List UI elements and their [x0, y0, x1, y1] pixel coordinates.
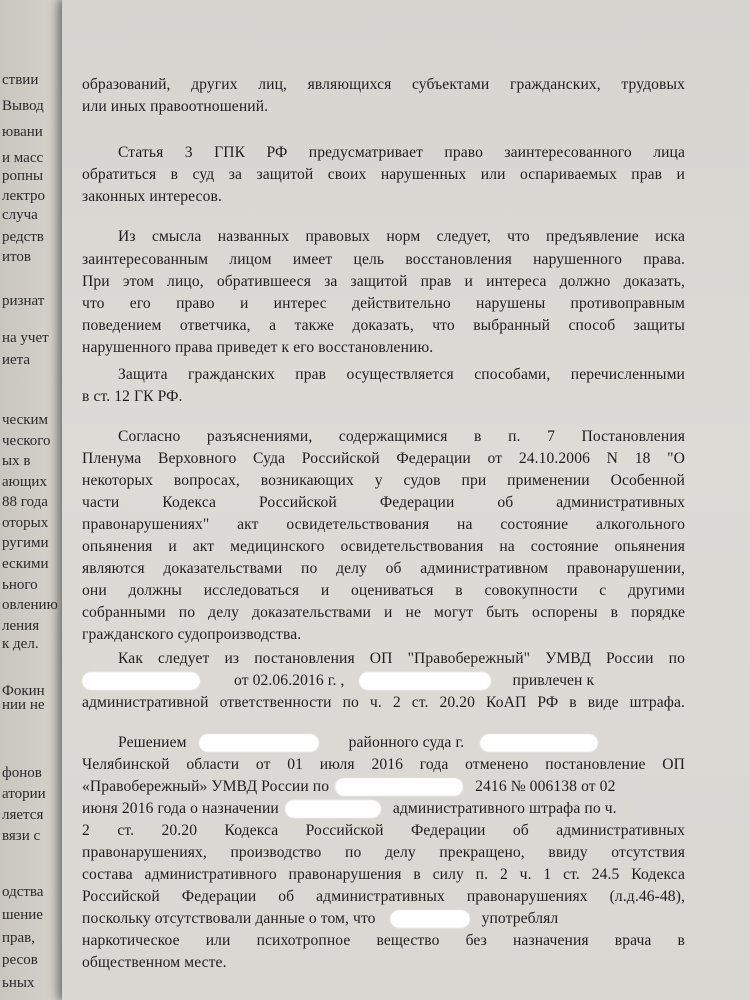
- text-line: опьянения и акт медицинского освидетельствования на состояние опьянения: [82, 538, 685, 555]
- redaction-mark: [285, 800, 381, 818]
- text-line: в ст. 12 ГК РФ.: [82, 388, 183, 405]
- redaction-mark: [82, 672, 200, 690]
- fragment-text: ых в: [2, 453, 31, 469]
- fragment-text: прав,: [2, 930, 36, 946]
- text-line: состава административного правонарушения в силу п. 2 ч. 1 ст. 24.5 Кодекса: [82, 866, 685, 883]
- text-line: Как следует из постановления ОП "Правобережный" УМВД России по: [118, 650, 685, 667]
- redaction-mark: [199, 734, 319, 752]
- text-line: правонарушениях, производство по делу прекращено, ввиду отсутствия: [82, 844, 685, 861]
- fragment-text: лектро: [2, 188, 45, 204]
- text-fragment: употреблял: [481, 910, 559, 927]
- text-fragment: Решением: [118, 734, 187, 751]
- fragment-text: редств: [2, 229, 44, 245]
- fragment-text: вязи с: [2, 828, 41, 844]
- fragment-text: фонов: [2, 765, 42, 781]
- text-line: нарушенного права приведет к его восстановлению.: [82, 339, 434, 356]
- fragment-text: оторых: [2, 515, 49, 531]
- text-line: гражданского судопроизводства.: [82, 626, 302, 643]
- text-line: При этом лицо, обратившееся за защитой прав и интереса должно доказать,: [82, 273, 685, 290]
- fragment-text: шение: [2, 907, 43, 923]
- text-fragment: 2416 № 006138 от 02: [475, 778, 616, 795]
- fragment-text: к дел.: [2, 636, 39, 652]
- text-line: образований, других лиц, являющихся субъектами гражданских, трудовых: [82, 76, 685, 93]
- redaction-mark: [390, 910, 470, 928]
- fragment-text: иета: [2, 352, 31, 368]
- text-line: [118, 734, 598, 752]
- fragment-text: одства: [2, 884, 44, 900]
- text-line: они должны исследоваться и оцениваться в совокупности с другими: [82, 582, 685, 599]
- text-fragment: административного штрафа по ч.: [392, 800, 617, 817]
- text-line: что его право и интерес действительно нарушены противоправным: [82, 295, 685, 312]
- text-fragment: привлечен к: [512, 672, 595, 689]
- text-line: Статья 3 ГПК РФ предусматривает право заинтересованного лица: [118, 144, 685, 161]
- text-fragment: от 02.06.2016 г. ,: [234, 672, 345, 689]
- fragment-text: 88 года: [2, 494, 48, 510]
- fragment-text: ьного: [2, 577, 38, 593]
- text-line: Челябинской области от 01 июля 2016 года отменено постановление ОП: [82, 756, 685, 773]
- fragment-text: на учет: [2, 330, 49, 346]
- fragment-text: ческого: [2, 433, 51, 449]
- fragment-text: ризнат: [2, 293, 45, 309]
- text-line: [82, 672, 594, 690]
- text-line: административной ответственности по ч. 2 ст. 20.20 КоАП РФ в виде штрафа.: [82, 694, 685, 711]
- text-line: являются доказательствами по делу об административном правонарушении,: [82, 560, 685, 577]
- text-line: или иных правоотношений.: [82, 98, 269, 115]
- fragment-text: ювани: [2, 124, 43, 140]
- text-line: наркотическое или психотропное вещество без назначения врача в: [82, 932, 685, 949]
- fragment-text: ругими: [2, 535, 49, 551]
- text-line: [82, 800, 617, 818]
- redaction-mark: [359, 672, 491, 690]
- fragment-text: Фокин: [2, 683, 45, 699]
- fragment-text: ления: [2, 618, 40, 634]
- fragment-text: ропны: [2, 168, 44, 184]
- text-fragment: поскольку отсутствовали данные о том, что: [82, 910, 376, 927]
- text-line: поведением ответчика, а также доказать, что выбранный способ защиты: [82, 317, 685, 334]
- fragment-text: овлению: [2, 597, 58, 613]
- text-line: [82, 910, 558, 928]
- text-fragment: «Правобережный» УМВД России по: [82, 778, 330, 795]
- text-line: законных интересов.: [82, 188, 222, 205]
- fragment-text: ческим: [2, 412, 49, 428]
- text-line: 2 ст. 20.20 Кодекса Российской Федерации об административных: [82, 822, 685, 839]
- fragment-text: и масс: [2, 150, 44, 166]
- text-line: Пленума Верховного Суда Российской Федерации от 24.10.2006 N 18 "О: [82, 450, 685, 467]
- fragment-text: ствии: [2, 72, 39, 88]
- fragment-text: Вывод: [2, 98, 44, 114]
- text-fragment: июня 2016 года о назначении: [82, 800, 279, 817]
- text-line: Российской Федерации об административных правонарушениях (л.д.46-48),: [82, 888, 685, 905]
- text-line: Согласно разъяснениями, содержащимися в п. 7 Постановления: [118, 428, 685, 445]
- text-line: некоторых вопросах, возникающих у судов при применении Особенной: [82, 472, 685, 489]
- fragment-text: итов: [2, 249, 31, 265]
- redaction-mark: [335, 778, 463, 796]
- text-line: общественном месте.: [82, 954, 227, 971]
- text-line: Из смысла названных правовых норм следует, что предъявление иска: [118, 228, 685, 245]
- text-line: заинтересованным лицом имеет цель восстановления нарушенного права.: [82, 251, 685, 268]
- text-line: [82, 778, 615, 796]
- fragment-text: ляется: [2, 807, 44, 823]
- text-line: собранными по делу доказательствами и не могут быть оспорены в порядке: [82, 604, 685, 621]
- redaction-mark: [480, 734, 598, 752]
- fragment-text: случа: [2, 207, 38, 223]
- fragment-text: ескими: [2, 556, 49, 572]
- fragment-text: нии не: [2, 697, 45, 713]
- text-line: правонарушениях" акт освидетельствования на состояние алкогольного: [82, 516, 685, 533]
- fragment-text: атории: [2, 786, 46, 802]
- fragment-text: ресов: [2, 952, 38, 968]
- text-line: Защита гражданских прав осуществляется способами, перечисленными: [118, 366, 685, 383]
- text-line: обратиться в суд за защитой своих нарушенных или оспариваемых прав и: [82, 166, 685, 183]
- text-fragment: районного суда г.: [348, 734, 465, 751]
- text-line: части Кодекса Российской Федерации об административных: [82, 494, 685, 511]
- document-page: [62, 0, 750, 1000]
- fragment-text: ающих: [2, 474, 47, 490]
- fragment-text: ьных: [2, 975, 35, 991]
